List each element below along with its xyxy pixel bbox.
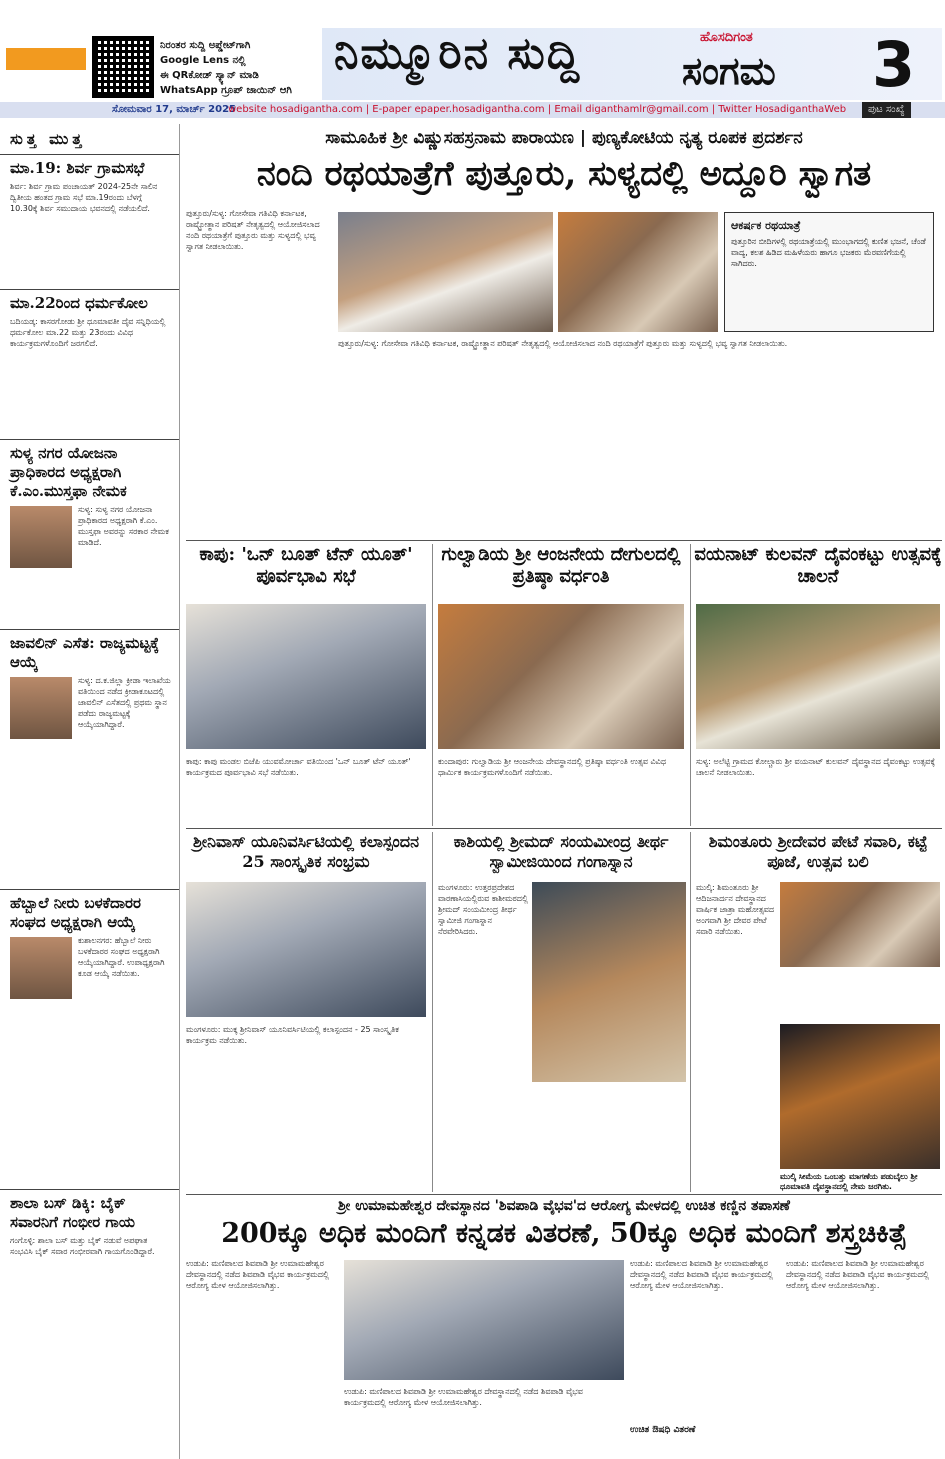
procession-photo bbox=[780, 882, 940, 967]
info-strip bbox=[0, 102, 945, 118]
bottom-headline: 200ಕ್ಕೂ ಅಧಿಕ ಮಂದಿಗೆ ಕನ್ನಡಕ ವಿತರಣೆ, 50ಕ್ಕೂ ಅಧಿಕ ಮಂದಿಗೆ ಶಸ್ತ್ರಚಿಕಿತ್ಸೆ bbox=[221, 1218, 907, 1249]
lead-body: ಪುತ್ತೂರು/ಸುಳ್ಯ: ಗೋಸೇವಾ ಗತಿವಿಧಿ ಕರ್ನಾಟಕ, ರಾಷ್ಟ್ರೋತ್ಥಾನ ಪರಿಷತ್ ನೇತೃತ್ವದಲ್ಲಿ ಆಯೋಜಿಸಲಾದ ನಂದಿ ರಥಯಾತ್ರೆಗೆ ಪುತ್ತೂರು ಮತ್ತು ಸುಳ್ಯದಲ್ಲಿ ಭವ್ಯ ಸ್ವಾಗತ ನೀಡಲಾಯಿತು. bbox=[186, 209, 320, 251]
divider bbox=[690, 832, 691, 1192]
story-body: ಮುಲ್ಕಿ: ಶಿಮಂತೂರು ಶ್ರೀ ಆದಿಜನಾರ್ದನ ದೇವಸ್ಥಾನದ ವಾರ್ಷಿಕ ಜಾತ್ರಾ ಮಹೋತ್ಸವದ ಅಂಗವಾಗಿ ಶ್ರೀ ದೇವರ ಪೇಟೆ ಸವಾರಿ ನಡೆಯಿತು. bbox=[696, 883, 775, 936]
divider bbox=[432, 832, 433, 1192]
story-body: ಕಾಪು: ಕಾಪು ಮಂಡಲ ಬಿಜೆಪಿ ಯುವಮೋರ್ಚಾ ವತಿಯಿಂದ 'ಒನ್ ಬೂತ್ ಟೆನ್ ಯೂತ್' ಕಾರ್ಯಕ್ರಮದ ಪೂರ್ವಭಾವಿ ಸಭೆ ನಡೆಯಿತು. bbox=[186, 757, 411, 777]
story-body: ಗಂಗೊಳ್ಳಿ: ಶಾಲಾ ಬಸ್ ಮತ್ತು ಬೈಕ್ ನಡುವೆ ಅಪಘಾತ ಸಂಭವಿಸಿ ಬೈಕ್ ಸವಾರ ಗಂಭೀರವಾಗಿ ಗಾಯಗೊಂಡಿದ್ದಾರೆ. bbox=[10, 1236, 155, 1256]
sidebar-story bbox=[0, 439, 179, 629]
story-title: ವಯನಾಟ್ ಕುಲವನ್ ದೈವಂಕಟ್ಟು ಉತ್ಸವಕ್ಕೆ ಚಾಲನೆ bbox=[694, 544, 942, 587]
story-body: ಶಿರ್ವ: ಶಿರ್ವ ಗ್ರಾಮ ಪಂಚಾಯತ್ 2024-25ನೇ ಸಾಲಿನ ದ್ವಿತೀಯ ಹಂತದ ಗ್ರಾಮ ಸಭೆ ಮಾ.19ರಂದು ಬೆಳಗ್ಗೆ 10.30ಕ್ಕೆ ಶಿರ್ವ ಸಮುದಾಯ ಭವನದಲ್ಲಿ ನಡೆಯಲಿದೆ. bbox=[10, 182, 158, 213]
nema-photo bbox=[780, 1024, 940, 1169]
bottom-kicker: ಶ್ರೀ ಉಮಾಮಹೇಶ್ವರ ದೇವಸ್ಥಾನದ 'ಶಿವಪಾಡಿ ವೈಭವ'ದ ಆರೋಗ್ಯ ಮೇಳದಲ್ಲಿ ಉಚಿತ ಕಣ್ಣಿನ ತಪಾಸಣೆ bbox=[338, 1198, 790, 1214]
festival-photo bbox=[696, 604, 940, 749]
lead-headline: ನಂದಿ ರಥಯಾತ್ರೆಗೆ ಪುತ್ತೂರು, ಸುಳ್ಯದಲ್ಲಿ ಅದ್ದೂರಿ ಸ್ವಾಗತ bbox=[256, 154, 872, 194]
contact-links[interactable]: website hosadigantha.com | E-paper epaper.hosadigantha.com | Email diganthamlr@gmail.com | Twitter HosadiganthaWeb bbox=[228, 104, 847, 115]
info-box bbox=[724, 212, 934, 332]
story-title: ಸುಳ್ಯ ನಗರ ಯೋಜನಾ ಪ್ರಾಧಿಕಾರದ ಅಧ್ಯಕ್ಷರಾಗಿ ಕೆ.ಎಂ.ಮುಸ್ತಫಾ ನೇಮಕ bbox=[10, 444, 127, 500]
divider bbox=[432, 544, 433, 826]
portrait-photo bbox=[10, 937, 72, 999]
photo-caption: ಮುಲ್ಕಿ ಸೀಮೆಯ ಒಂಬತ್ತು ಮಾಗಣೆಯ ಪಡುಬೈಲು ಶ್ರೀ ಧೂಮಾವತಿ ದೈವಸ್ಥಾನದಲ್ಲಿ ನೇಮ ಜರಗಿತು. bbox=[780, 1172, 918, 1191]
story-body: ಉಡುಪಿ: ಮಣಿಪಾಲದ ಶಿವಪಾಡಿ ಶ್ರೀ ಉಮಾಮಹೇಶ್ವರ ದೇವಸ್ಥಾನದಲ್ಲಿ ನಡೆದ ಶಿವಪಾಡಿ ವೈಭವ ಕಾರ್ಯಕ್ರಮದಲ್ಲಿ ಆರೋಗ್ಯ ಮೇಳ ಆಯೋಜಿಸಲಾಗಿತ್ತು. bbox=[786, 1259, 929, 1290]
sidebar bbox=[0, 124, 180, 1459]
ganga-photo bbox=[532, 882, 686, 1082]
story-title: ಶಿಮಂತೂರು ಶ್ರೀದೇವರ ಪೇಟೆ ಸವಾರಿ, ಕಟ್ಟೆ ಪೂಜೆ, ಉತ್ಸವ ಬಲಿ bbox=[708, 832, 928, 871]
story-body: ಮಂಗಳೂರು: ಉತ್ತರಪ್ರದೇಶದ ವಾರಣಾಸಿಯಲ್ಲಿರುವ ಕಾಶೀಮಠದಲ್ಲಿ ಶ್ರೀಮದ್ ಸಂಯಮೀಂದ್ರ ತೀರ್ಥ ಸ್ವಾಮೀಜಿ ಗಂಗಾಸ್ನಾನ ನೆರವೇರಿಸಿದರು. bbox=[438, 883, 528, 936]
story-title: ಮಾ.22ರಿಂದ ಧರ್ಮಕೋಲ bbox=[10, 294, 148, 312]
page-title: ನಿಮ್ಮೂರಿನ ಸುದ್ದಿ bbox=[334, 28, 582, 79]
masthead bbox=[0, 0, 945, 100]
story-title: ಗುಲ್ವಾಡಿಯ ಶ್ರೀ ಆಂಜನೇಯ ದೇಗುಲದಲ್ಲಿ ಪ್ರತಿಷ್ಠಾ ವರ್ಧಂತಿ bbox=[441, 544, 681, 587]
procession-photo bbox=[338, 212, 553, 332]
divider bbox=[186, 540, 942, 541]
temple-photo bbox=[438, 604, 684, 749]
story-body: ಕುಶಾಲನಗರ: ಹೆಬ್ಬಾಲೆ ನೀರು ಬಳಕೆದಾರರ ಸಂಘದ ಅಧ್ಯಕ್ಷರಾಗಿ ಆಯ್ಕೆಯಾಗಿದ್ದಾರೆ. ಉಪಾಧ್ಯಕ್ಷರಾಗಿ ಕೂಡ ಆಯ್ಕೆ ನಡೆಯಿತು. bbox=[78, 936, 165, 978]
story-body: ಉಡುಪಿ: ಮಣಿಪಾಲದ ಶಿವಪಾಡಿ ಶ್ರೀ ಉಮಾಮಹೇಶ್ವರ ದೇವಸ್ಥಾನದಲ್ಲಿ ನಡೆದ ಶಿವಪಾಡಿ ವೈಭವ ಕಾರ್ಯಕ್ರಮದಲ್ಲಿ ಆರೋಗ್ಯ ಮೇಳ ಆಯೋಜಿಸಲಾಗಿತ್ತು. bbox=[186, 1259, 329, 1290]
story-body: ಸುಳ್ಯ: ದ.ಕ.ಜಿಲ್ಲಾ ಕ್ರೀಡಾ ಇಲಾಖೆಯ ವತಿಯಿಂದ ನಡೆದ ಕ್ರೀಡಾಕೂಟದಲ್ಲಿ ಜಾವಲಿನ್ ಎಸೆತದಲ್ಲಿ ಪ್ರಥಮ ಸ್ಥಾನ ಪಡೆದು ರಾಜ್ಯಮಟ್ಟಕ್ಕೆ ಆಯ್ಕೆಯಾಗಿದ್ದಾರೆ. bbox=[78, 676, 171, 729]
sidebar-story bbox=[0, 1189, 179, 1389]
story-title: ಹೆಬ್ಬಾಲೆ ನೀರು ಬಳಕೆದಾರರ ಸಂಘದ ಅಧ್ಯಕ್ಷರಾಗಿ ಆಯ್ಕೆ bbox=[10, 894, 141, 931]
story-title: ಮಾ.19: ಶಿರ್ವ ಗ್ರಾಮಸಭೆ bbox=[10, 159, 145, 177]
story-body: ಉಡುಪಿ: ಮಣಿಪಾಲದ ಶಿವಪಾಡಿ ಶ್ರೀ ಉಮಾಮಹೇಶ್ವರ ದೇವಸ್ಥಾನದಲ್ಲಿ ನಡೆದ ಶಿವಪಾಡಿ ವೈಭವ ಕಾರ್ಯಕ್ರಮದಲ್ಲಿ ಆರೋಗ್ಯ ಮೇಳ ಆಯೋಜಿಸಲಾಗಿತ್ತು. bbox=[630, 1259, 773, 1290]
lead-body-cont: ಪುತ್ತೂರು/ಸುಳ್ಯ: ಗೋಸೇವಾ ಗತಿವಿಧಿ ಕರ್ನಾಟಕ, ರಾಷ್ಟ್ರೋತ್ಥಾನ ಪರಿಷತ್ ನೇತೃತ್ವದಲ್ಲಿ ಆಯೋಜಿಸಲಾದ ನಂದಿ ರಥಯಾತ್ರೆಗೆ ಪುತ್ತೂರು ಮತ್ತು ಸುಳ್ಯದಲ್ಲಿ ಭವ್ಯ ಸ್ವಾಗತ ನೀಡಲಾಯಿತು. bbox=[338, 339, 788, 348]
story-title: ಶ್ರೀನಿವಾಸ್ ಯೂನಿವರ್ಸಿಟಿಯಲ್ಲಿ ಕಲಾಸ್ಪಂದನ 25 ಸಾಂಸ್ಕೃತಿಕ ಸಂಭ್ರಮ bbox=[193, 832, 419, 871]
qr-line: ಈ QRಕೋಡ್ ಸ್ಕ್ಯಾನ್ ಮಾಡಿ bbox=[160, 70, 259, 81]
divider bbox=[690, 544, 691, 826]
story-body: ಮಂಗಳೂರು: ಮುಕ್ಕ ಶ್ರೀನಿವಾಸ್ ಯೂನಿವರ್ಸಿಟಿಯಲ್ಲಿ ಕಲಾಸ್ಪಂದನ - 25 ಸಾಂಸ್ಕೃತಿಕ ಕಾರ್ಯಕ್ರಮ ನಡೆಯಿತು. bbox=[186, 1025, 399, 1045]
box-title: ಆಕರ್ಷಕ ರಥಯಾತ್ರೆ bbox=[731, 219, 801, 232]
qr-line: WhatsApp ಗ್ರೂಪ್ ಜಾಯಿನ್ ಆಗಿ bbox=[160, 85, 292, 96]
sidebar-story bbox=[0, 289, 179, 439]
portrait-photo bbox=[10, 677, 72, 739]
story-title: ಶಾಲಾ ಬಸ್ ಡಿಕ್ಕಿ: ಬೈಕ್ ಸವಾರನಿಗೆ ಗಂಭೀರ ಗಾಯ bbox=[10, 1194, 135, 1231]
page-label: ಪುಟ ಸಂಖ್ಯೆ bbox=[862, 102, 911, 118]
university-photo bbox=[186, 882, 426, 1017]
sidebar-header: ಸುತ್ತ ಮುತ್ತ bbox=[10, 130, 86, 148]
section-name: ಸಂಗಮ bbox=[682, 48, 776, 93]
lead-kicker: ಸಾಮೂಹಿಕ ಶ್ರೀ ವಿಷ್ಣುಸಹಸ್ರನಾಮ ಪಾರಾಯಣ | ಪುಣ್ಯಕೋಟಿಯ ನೃತ್ಯ ರೂಪಕ ಪ್ರದರ್ಶನ bbox=[325, 128, 803, 148]
portrait-photo bbox=[10, 506, 72, 568]
sidebar-story bbox=[0, 629, 179, 889]
divider bbox=[186, 1194, 942, 1195]
subhead: ಉಚಿತ ಔಷಧಿ ವಿತರಣೆ bbox=[630, 1425, 696, 1435]
story-title: ಕಾಶಿಯಲ್ಲಿ ಶ್ರೀಮದ್ ಸಂಯಮೀಂದ್ರ ತೀರ್ಥ ಸ್ವಾಮೀಜಿಯಿಂದ ಗಂಗಾಸ್ನಾನ bbox=[453, 832, 669, 871]
qr-line: ನಿರಂತರ ಸುದ್ದಿ ಅಪ್ಡೇಟ್‌ಗಾಗಿ bbox=[160, 40, 251, 51]
brand-logo: ಹೊಸದಿಗಂತ bbox=[700, 30, 753, 45]
orange-tab bbox=[6, 48, 86, 70]
story-body: ಸುಳ್ಯ: ಅಲೆಟ್ಟಿ ಗ್ರಾಮದ ಕೋಲ್ಚಾರು ಶ್ರೀ ವಯನಾಟ್ ಕುಲವನ್ ದೈವಸ್ಥಾನದ ದೈವಂಕಟ್ಟು ಉತ್ಸವಕ್ಕೆ ಚಾಲನೆ ನೀಡಲಾಯಿತು. bbox=[696, 757, 936, 777]
main-content bbox=[186, 124, 942, 1459]
health-camp-photo bbox=[344, 1260, 624, 1380]
sidebar-story bbox=[0, 154, 179, 289]
sidebar-story bbox=[0, 889, 179, 1189]
story-body: ಬದಿಯಡ್ಕ: ಕಾಸರಗೋಡು ಶ್ರೀ ಧೂಮಾವತೀ ದೈವ ಸನ್ನಿಧಿಯಲ್ಲಿ ಧರ್ಮಕೋಲ ಮಾ.22 ಮತ್ತು 23ರಂದು ವಿವಿಧ ಕಾರ್ಯಕ್ರಮಗಳೊಂದಿಗೆ ಜರಗಲಿದೆ. bbox=[10, 317, 166, 348]
page-number: 3 bbox=[872, 28, 916, 101]
story-body: ಸುಳ್ಯ: ಸುಳ್ಯ ನಗರ ಯೋಜನಾ ಪ್ರಾಧಿಕಾರದ ಅಧ್ಯಕ್ಷರಾಗಿ ಕೆ.ಎಂ. ಮುಸ್ತಫಾ ಅವರನ್ನು ಸರಕಾರ ನೇಮಕ ಮಾಡಿದೆ. bbox=[78, 505, 169, 547]
qr-code-icon[interactable] bbox=[92, 36, 154, 98]
story-body: ಉಡುಪಿ: ಮಣಿಪಾಲದ ಶಿವಪಾಡಿ ಶ್ರೀ ಉಮಾಮಹೇಶ್ವರ ದೇವಸ್ಥಾನದಲ್ಲಿ ನಡೆದ ಶಿವಪಾಡಿ ವೈಭವ ಕಾರ್ಯಕ್ರಮದಲ್ಲಿ ಆರೋಗ್ಯ ಮೇಳ ಆಯೋಜಿಸಲಾಗಿತ್ತು. bbox=[344, 1387, 583, 1407]
issue-date: ಸೋಮವಾರ 17, ಮಾರ್ಚ್ 2025 bbox=[112, 104, 237, 115]
box-body: ಪುತ್ತೂರಿನ ಬೀದಿಗಳಲ್ಲಿ ರಥಯಾತ್ರೆಯಲ್ಲಿ ಮುಂಭಾಗದಲ್ಲಿ ಕುಣಿತ ಭಜನೆ, ಚೆಂಡೆ ವಾದ್ಯ, ಕಲಶ ಹಿಡಿದ ಮಹಿಳೆಯರು ಹಾಗೂ ಭಜಕರು ಮೆರವಣಿಗೆಯಲ್ಲಿ ಸಾಗಿದರು. bbox=[731, 237, 926, 268]
qr-line: Google Lens ನಲ್ಲಿ bbox=[160, 55, 246, 66]
story-title: ಜಾವಲಿನ್ ಎಸೆತ: ರಾಜ್ಯಮಟ್ಟಕ್ಕೆ ಆಯ್ಕೆ bbox=[10, 634, 160, 671]
qr-instructions bbox=[160, 38, 292, 98]
meeting-photo bbox=[186, 604, 426, 749]
story-body: ಕುಂದಾಪುರ: ಗುಲ್ವಾಡಿಯ ಶ್ರೀ ಆಂಜನೇಯ ದೇವಸ್ಥಾನದಲ್ಲಿ ಪ್ರತಿಷ್ಠಾ ವರ್ಧಂತಿ ಉತ್ಸವ ವಿವಿಧ ಧಾರ್ಮಿಕ ಕಾರ್ಯಕ್ರಮಗಳೊಂದಿಗೆ ನಡೆಯಿತು. bbox=[438, 757, 666, 777]
story-title: ಕಾಪು: 'ಒನ್ ಬೂತ್ ಟೆನ್ ಯೂತ್' ಪೂರ್ವಭಾವಿ ಸಭೆ bbox=[199, 544, 413, 587]
rathayatra-photo bbox=[558, 212, 718, 332]
divider bbox=[186, 828, 942, 829]
